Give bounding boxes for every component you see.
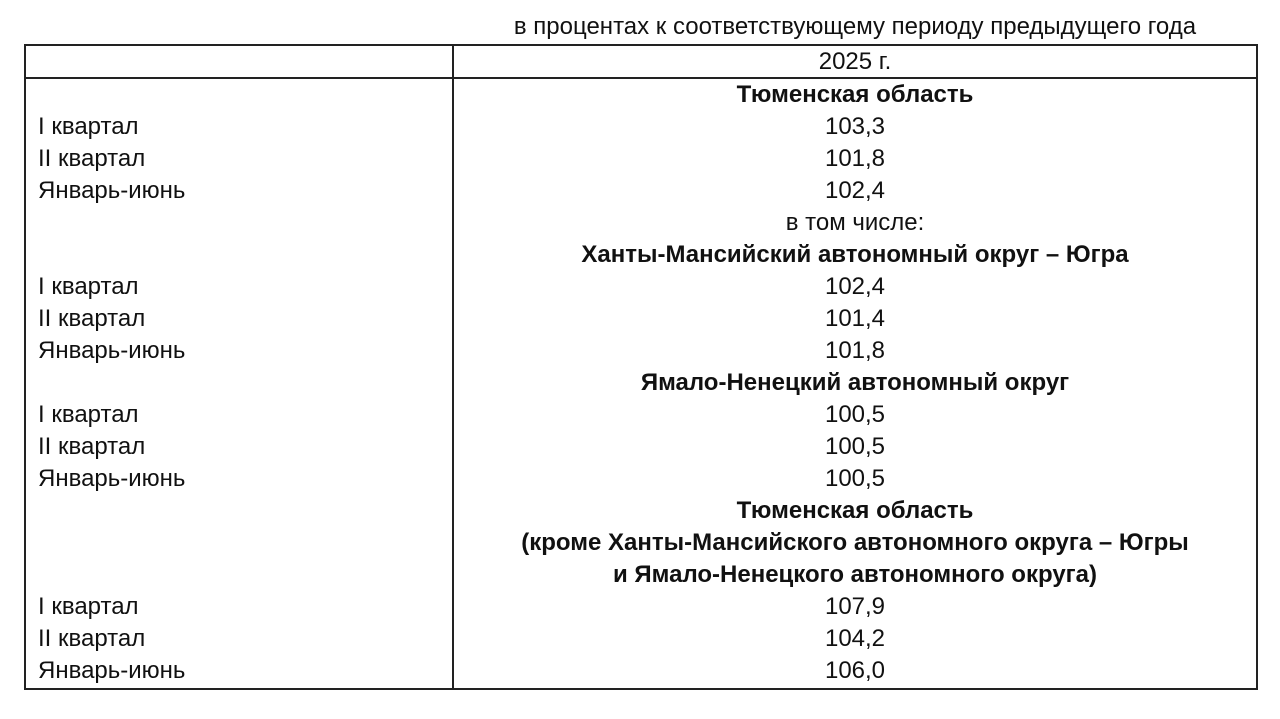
table-body	[26, 79, 1256, 687]
region-name: (кроме Ханты-Мансийского автономного округа – Югры	[521, 529, 1189, 556]
row-label	[38, 559, 442, 591]
row-label	[38, 207, 442, 239]
row-label: Январь-июнь	[38, 657, 186, 684]
row-value: 101,8	[824, 337, 886, 364]
region-name: и Ямало-Ненецкого автономного округа)	[612, 561, 1098, 588]
table-row	[26, 271, 1256, 303]
row-value: 103,3	[824, 113, 886, 140]
data-table	[24, 44, 1258, 690]
table-row	[26, 303, 1256, 335]
table-row	[26, 143, 1256, 175]
row-value: 100,5	[824, 433, 886, 460]
row-label: Январь-июнь	[38, 177, 186, 204]
row-value: 100,5	[824, 465, 886, 492]
table-row	[26, 399, 1256, 431]
region-heading-row	[26, 527, 1256, 559]
note-row	[26, 207, 1256, 239]
region-name: Тюменская область	[736, 81, 974, 108]
row-label: I квартал	[38, 113, 139, 140]
row-label: II квартал	[38, 145, 146, 172]
row-label: I квартал	[38, 401, 139, 428]
row-value: 102,4	[824, 177, 886, 204]
table-row	[26, 623, 1256, 655]
row-label: I квартал	[38, 273, 139, 300]
table-row	[26, 591, 1256, 623]
row-value: 101,8	[824, 145, 886, 172]
row-label: II квартал	[38, 625, 146, 652]
row-label	[38, 367, 442, 399]
row-label: Январь-июнь	[38, 465, 186, 492]
row-value: 107,9	[824, 593, 886, 620]
row-label: Январь-июнь	[38, 337, 186, 364]
row-label: I квартал	[38, 593, 139, 620]
row-value: 106,0	[824, 657, 886, 684]
row-label	[38, 527, 442, 559]
table-row	[26, 175, 1256, 207]
year-column-header: 2025 г.	[818, 48, 892, 75]
row-label	[38, 495, 442, 527]
region-name: Ямало-Ненецкий автономный округ	[640, 369, 1070, 396]
table-row	[26, 111, 1256, 143]
table-row	[26, 463, 1256, 495]
region-name: Ханты-Мансийский автономный округ – Югра	[581, 241, 1129, 268]
row-value: 104,2	[824, 625, 886, 652]
row-value: 100,5	[824, 401, 886, 428]
row-value: 102,4	[824, 273, 886, 300]
row-label: II квартал	[38, 305, 146, 332]
region-heading-row	[26, 79, 1256, 111]
region-heading-row	[26, 559, 1256, 591]
table-row	[26, 431, 1256, 463]
row-label	[38, 79, 442, 111]
note-text: в том числе:	[785, 209, 925, 236]
region-heading-row	[26, 239, 1256, 271]
table-row	[26, 335, 1256, 367]
row-label: II квартал	[38, 433, 146, 460]
region-name: Тюменская область	[736, 497, 974, 524]
row-label	[38, 239, 442, 271]
region-heading-row	[26, 367, 1256, 399]
row-value: 101,4	[824, 305, 886, 332]
region-heading-row	[26, 495, 1256, 527]
table-row	[26, 655, 1256, 687]
units-note: в процентах к соответствующему периоду предыдущего года	[513, 13, 1197, 40]
